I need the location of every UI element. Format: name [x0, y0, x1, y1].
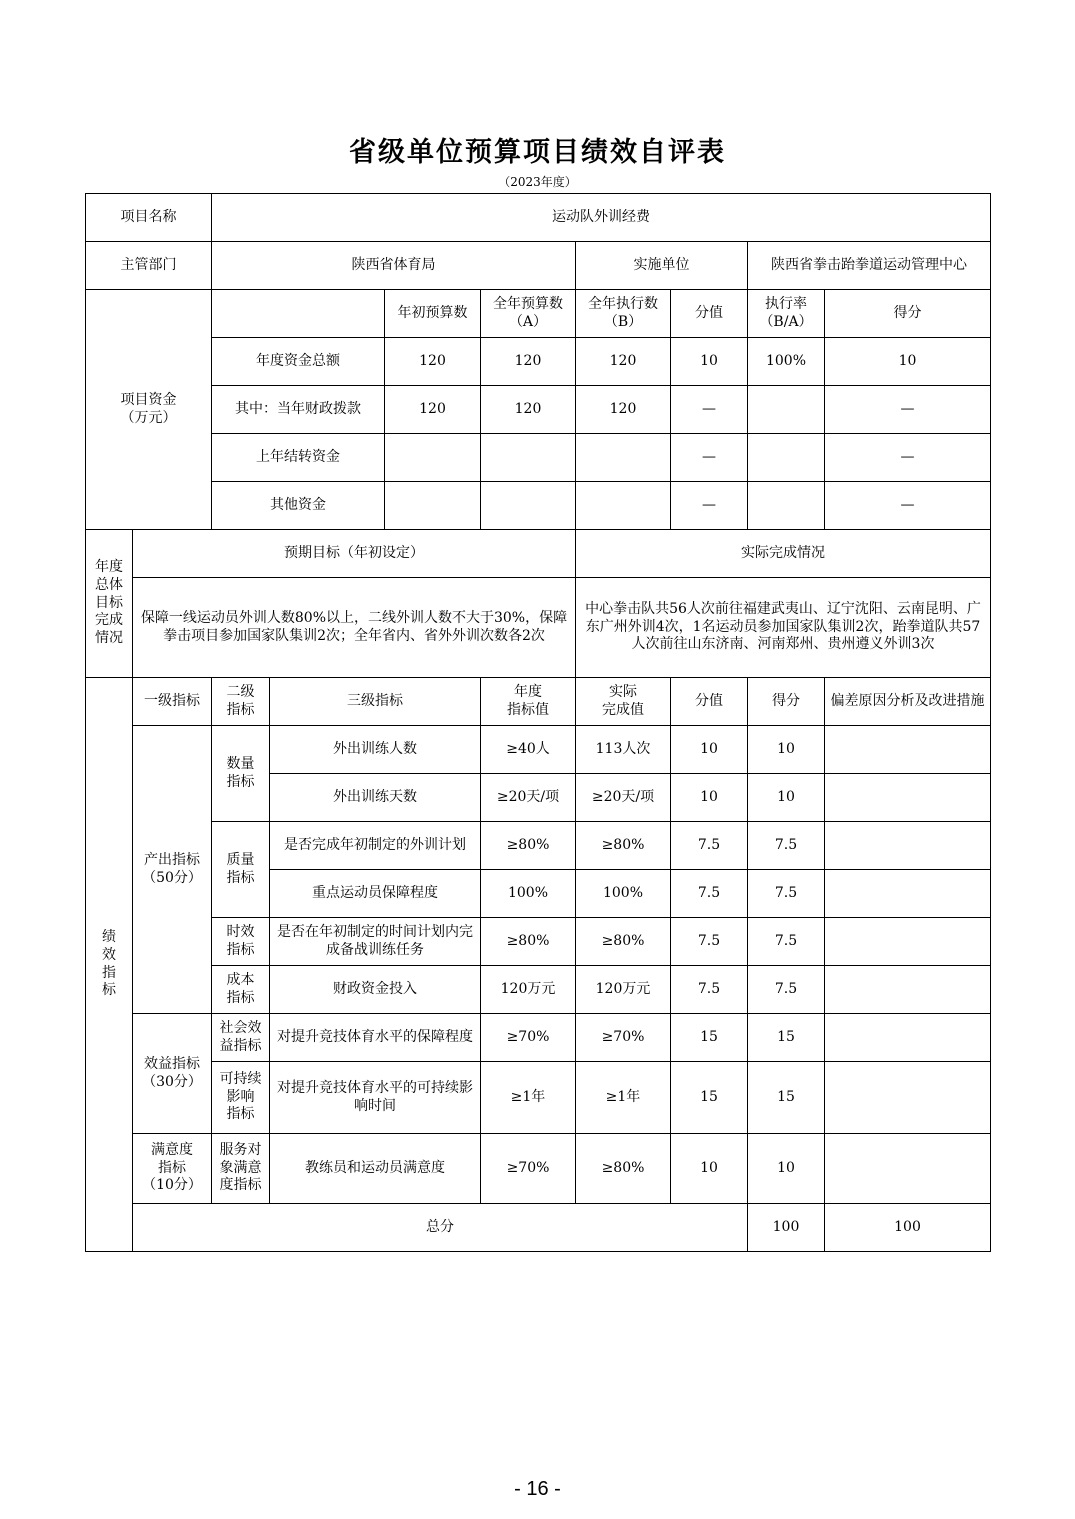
funds-cell [385, 434, 481, 482]
self-evaluation-table [85, 193, 991, 1252]
l2-social: 社会效 益指标 [212, 1014, 270, 1062]
dept-value: 陕西省体育局 [212, 242, 576, 290]
funds-row-label: 其他资金 [212, 482, 385, 530]
analysis [825, 966, 991, 1014]
analysis [825, 774, 991, 822]
funds-cell: — [825, 434, 991, 482]
total-row [86, 1204, 991, 1252]
project-name-label: 项目名称 [86, 194, 212, 242]
project-name-row [86, 194, 991, 242]
funds-row-label: 上年结转资金 [212, 434, 385, 482]
perf-header-actual: 实际 完成值 [576, 678, 671, 726]
l2-service: 服务对 象满意 度指标 [212, 1134, 270, 1204]
score-value: 10 [671, 726, 748, 774]
score: 7.5 [748, 870, 825, 918]
analysis [825, 1062, 991, 1134]
funds-cell [748, 386, 825, 434]
score-value: 7.5 [671, 918, 748, 966]
target-value: ≥70% [481, 1014, 576, 1062]
l3-indicator: 对提升竞技体育水平的保障程度 [270, 1014, 481, 1062]
funds-cell: — [825, 482, 991, 530]
funds-cell: 120 [576, 386, 671, 434]
goals-expected-label: 预期目标（年初设定） [133, 530, 576, 578]
analysis [825, 1134, 991, 1204]
l3-indicator: 重点运动员保障程度 [270, 870, 481, 918]
funds-row [86, 386, 991, 434]
score: 10 [748, 1134, 825, 1204]
actual-value: ≥1年 [576, 1062, 671, 1134]
total-score: 100 [825, 1204, 991, 1252]
indicator-row [86, 966, 991, 1014]
l3-indicator: 对提升竞技体育水平的可持续影响时间 [270, 1062, 481, 1134]
analysis [825, 726, 991, 774]
funds-cell: — [671, 386, 748, 434]
funds-cell [481, 434, 576, 482]
score-value: 15 [671, 1062, 748, 1134]
score-value: 7.5 [671, 966, 748, 1014]
funds-cell [748, 482, 825, 530]
funds-cell: 120 [576, 338, 671, 386]
l3-indicator: 外出训练天数 [270, 774, 481, 822]
target-value: ≥40人 [481, 726, 576, 774]
funds-cell: 120 [481, 338, 576, 386]
funds-cell: 10 [825, 338, 991, 386]
department-row [86, 242, 991, 290]
total-label: 总分 [133, 1204, 748, 1252]
l1-output: 产出指标 （50分） [133, 726, 212, 1014]
funds-row [86, 434, 991, 482]
l2-quality: 质量 指标 [212, 822, 270, 918]
funds-row-label: 其中：当年财政拨款 [212, 386, 385, 434]
actual-value: ≥80% [576, 822, 671, 870]
funds-row [86, 482, 991, 530]
l2-timeliness: 时效 指标 [212, 918, 270, 966]
actual-value: ≥80% [576, 1134, 671, 1204]
l3-indicator: 教练员和运动员满意度 [270, 1134, 481, 1204]
goals-section-label: 年度 总体 目标 完成 情况 [86, 530, 133, 678]
score-value: 10 [671, 774, 748, 822]
dept-label: 主管部门 [86, 242, 212, 290]
target-value: 120万元 [481, 966, 576, 1014]
page-title: 省级单位预算项目绩效自评表 [349, 137, 726, 168]
l2-cost: 成本 指标 [212, 966, 270, 1014]
funds-header-cell: 全年执行数 （B） [576, 290, 671, 338]
actual-value: ≥80% [576, 918, 671, 966]
funds-header-blank [212, 290, 385, 338]
funds-header-cell: 得分 [825, 290, 991, 338]
impl-label: 实施单位 [576, 242, 748, 290]
indicator-row [86, 918, 991, 966]
score: 7.5 [748, 918, 825, 966]
funds-cell: 120 [385, 386, 481, 434]
perf-section-label: 绩 效 指 标 [86, 678, 133, 1252]
target-value: ≥20天/项 [481, 774, 576, 822]
actual-value: 120万元 [576, 966, 671, 1014]
perf-header-analysis: 偏差原因分析及改进措施 [825, 678, 991, 726]
l3-indicator: 是否在年初制定的时间计划内完成备战训练任务 [270, 918, 481, 966]
total-value: 100 [748, 1204, 825, 1252]
goals-header-row [86, 530, 991, 578]
score: 10 [748, 774, 825, 822]
funds-cell [748, 434, 825, 482]
analysis [825, 870, 991, 918]
actual-value: 100% [576, 870, 671, 918]
funds-row-label: 年度资金总额 [212, 338, 385, 386]
funds-cell [576, 482, 671, 530]
score: 7.5 [748, 822, 825, 870]
indicator-row [86, 1062, 991, 1134]
funds-cell: 100% [748, 338, 825, 386]
funds-header-cell: 执行率 （B/A） [748, 290, 825, 338]
score: 15 [748, 1014, 825, 1062]
score: 15 [748, 1062, 825, 1134]
perf-header-score: 得分 [748, 678, 825, 726]
funds-cell: — [671, 434, 748, 482]
analysis [825, 918, 991, 966]
l3-indicator: 外出训练人数 [270, 726, 481, 774]
funds-row [86, 338, 991, 386]
funds-section-label: 项目资金 （万元） [86, 290, 212, 530]
report-year: （2023年度） [498, 175, 577, 189]
score: 7.5 [748, 966, 825, 1014]
funds-cell [576, 434, 671, 482]
target-value: ≥70% [481, 1134, 576, 1204]
score-value: 10 [671, 1134, 748, 1204]
funds-header-cell: 年初预算数 [385, 290, 481, 338]
analysis [825, 1014, 991, 1062]
indicator-row [86, 1014, 991, 1062]
perf-header-l3: 三级指标 [270, 678, 481, 726]
perf-header-value: 分值 [671, 678, 748, 726]
target-value: ≥80% [481, 822, 576, 870]
funds-cell [481, 482, 576, 530]
l2-sustain: 可持续 影响 指标 [212, 1062, 270, 1134]
target-value: ≥80% [481, 918, 576, 966]
l3-indicator: 财政资金投入 [270, 966, 481, 1014]
goals-expected-text: 保障一线运动员外训人数80%以上，二线外训人数不大于30%，保障拳击项目参加国家队集训2次；全年省内、省外外训次数各2次 [133, 578, 576, 678]
score-value: 15 [671, 1014, 748, 1062]
score-value: 7.5 [671, 870, 748, 918]
funds-cell [385, 482, 481, 530]
funds-cell: — [671, 482, 748, 530]
project-name-value: 运动队外训经费 [212, 194, 991, 242]
perf-header-l2: 二级 指标 [212, 678, 270, 726]
funds-cell: — [825, 386, 991, 434]
impl-value: 陕西省拳击跆拳道运动管理中心 [748, 242, 991, 290]
goals-actual-text: 中心拳击队共56人次前往福建武夷山、辽宁沈阳、云南昆明、广东广州外训4次，1名运动员参加国家队集训2次，跆拳道队共57人次前往山东济南、河南郑州、贵州遵义外训3次 [576, 578, 991, 678]
goals-actual-label: 实际完成情况 [576, 530, 991, 578]
page-number: - 16 - [514, 1478, 561, 1500]
l3-indicator: 是否完成年初制定的外训计划 [270, 822, 481, 870]
score: 10 [748, 726, 825, 774]
perf-header-target: 年度 指标值 [481, 678, 576, 726]
indicator-row [86, 726, 991, 774]
actual-value: ≥20天/项 [576, 774, 671, 822]
l1-satisfaction: 满意度 指标 （10分） [133, 1134, 212, 1204]
score-value: 7.5 [671, 822, 748, 870]
goals-content-row [86, 578, 991, 678]
funds-cell: 120 [385, 338, 481, 386]
perf-header-l1: 一级指标 [133, 678, 212, 726]
perf-header-row [86, 678, 991, 726]
l2-quantity: 数量 指标 [212, 726, 270, 822]
funds-header-cell: 分值 [671, 290, 748, 338]
l1-benefit: 效益指标 （30分） [133, 1014, 212, 1134]
funds-header-row [86, 290, 991, 338]
target-value: 100% [481, 870, 576, 918]
indicator-row [86, 1134, 991, 1204]
funds-cell: 10 [671, 338, 748, 386]
target-value: ≥1年 [481, 1062, 576, 1134]
indicator-row [86, 822, 991, 870]
analysis [825, 822, 991, 870]
funds-cell: 120 [481, 386, 576, 434]
actual-value: 113人次 [576, 726, 671, 774]
actual-value: ≥70% [576, 1014, 671, 1062]
funds-header-cell: 全年预算数 （A） [481, 290, 576, 338]
